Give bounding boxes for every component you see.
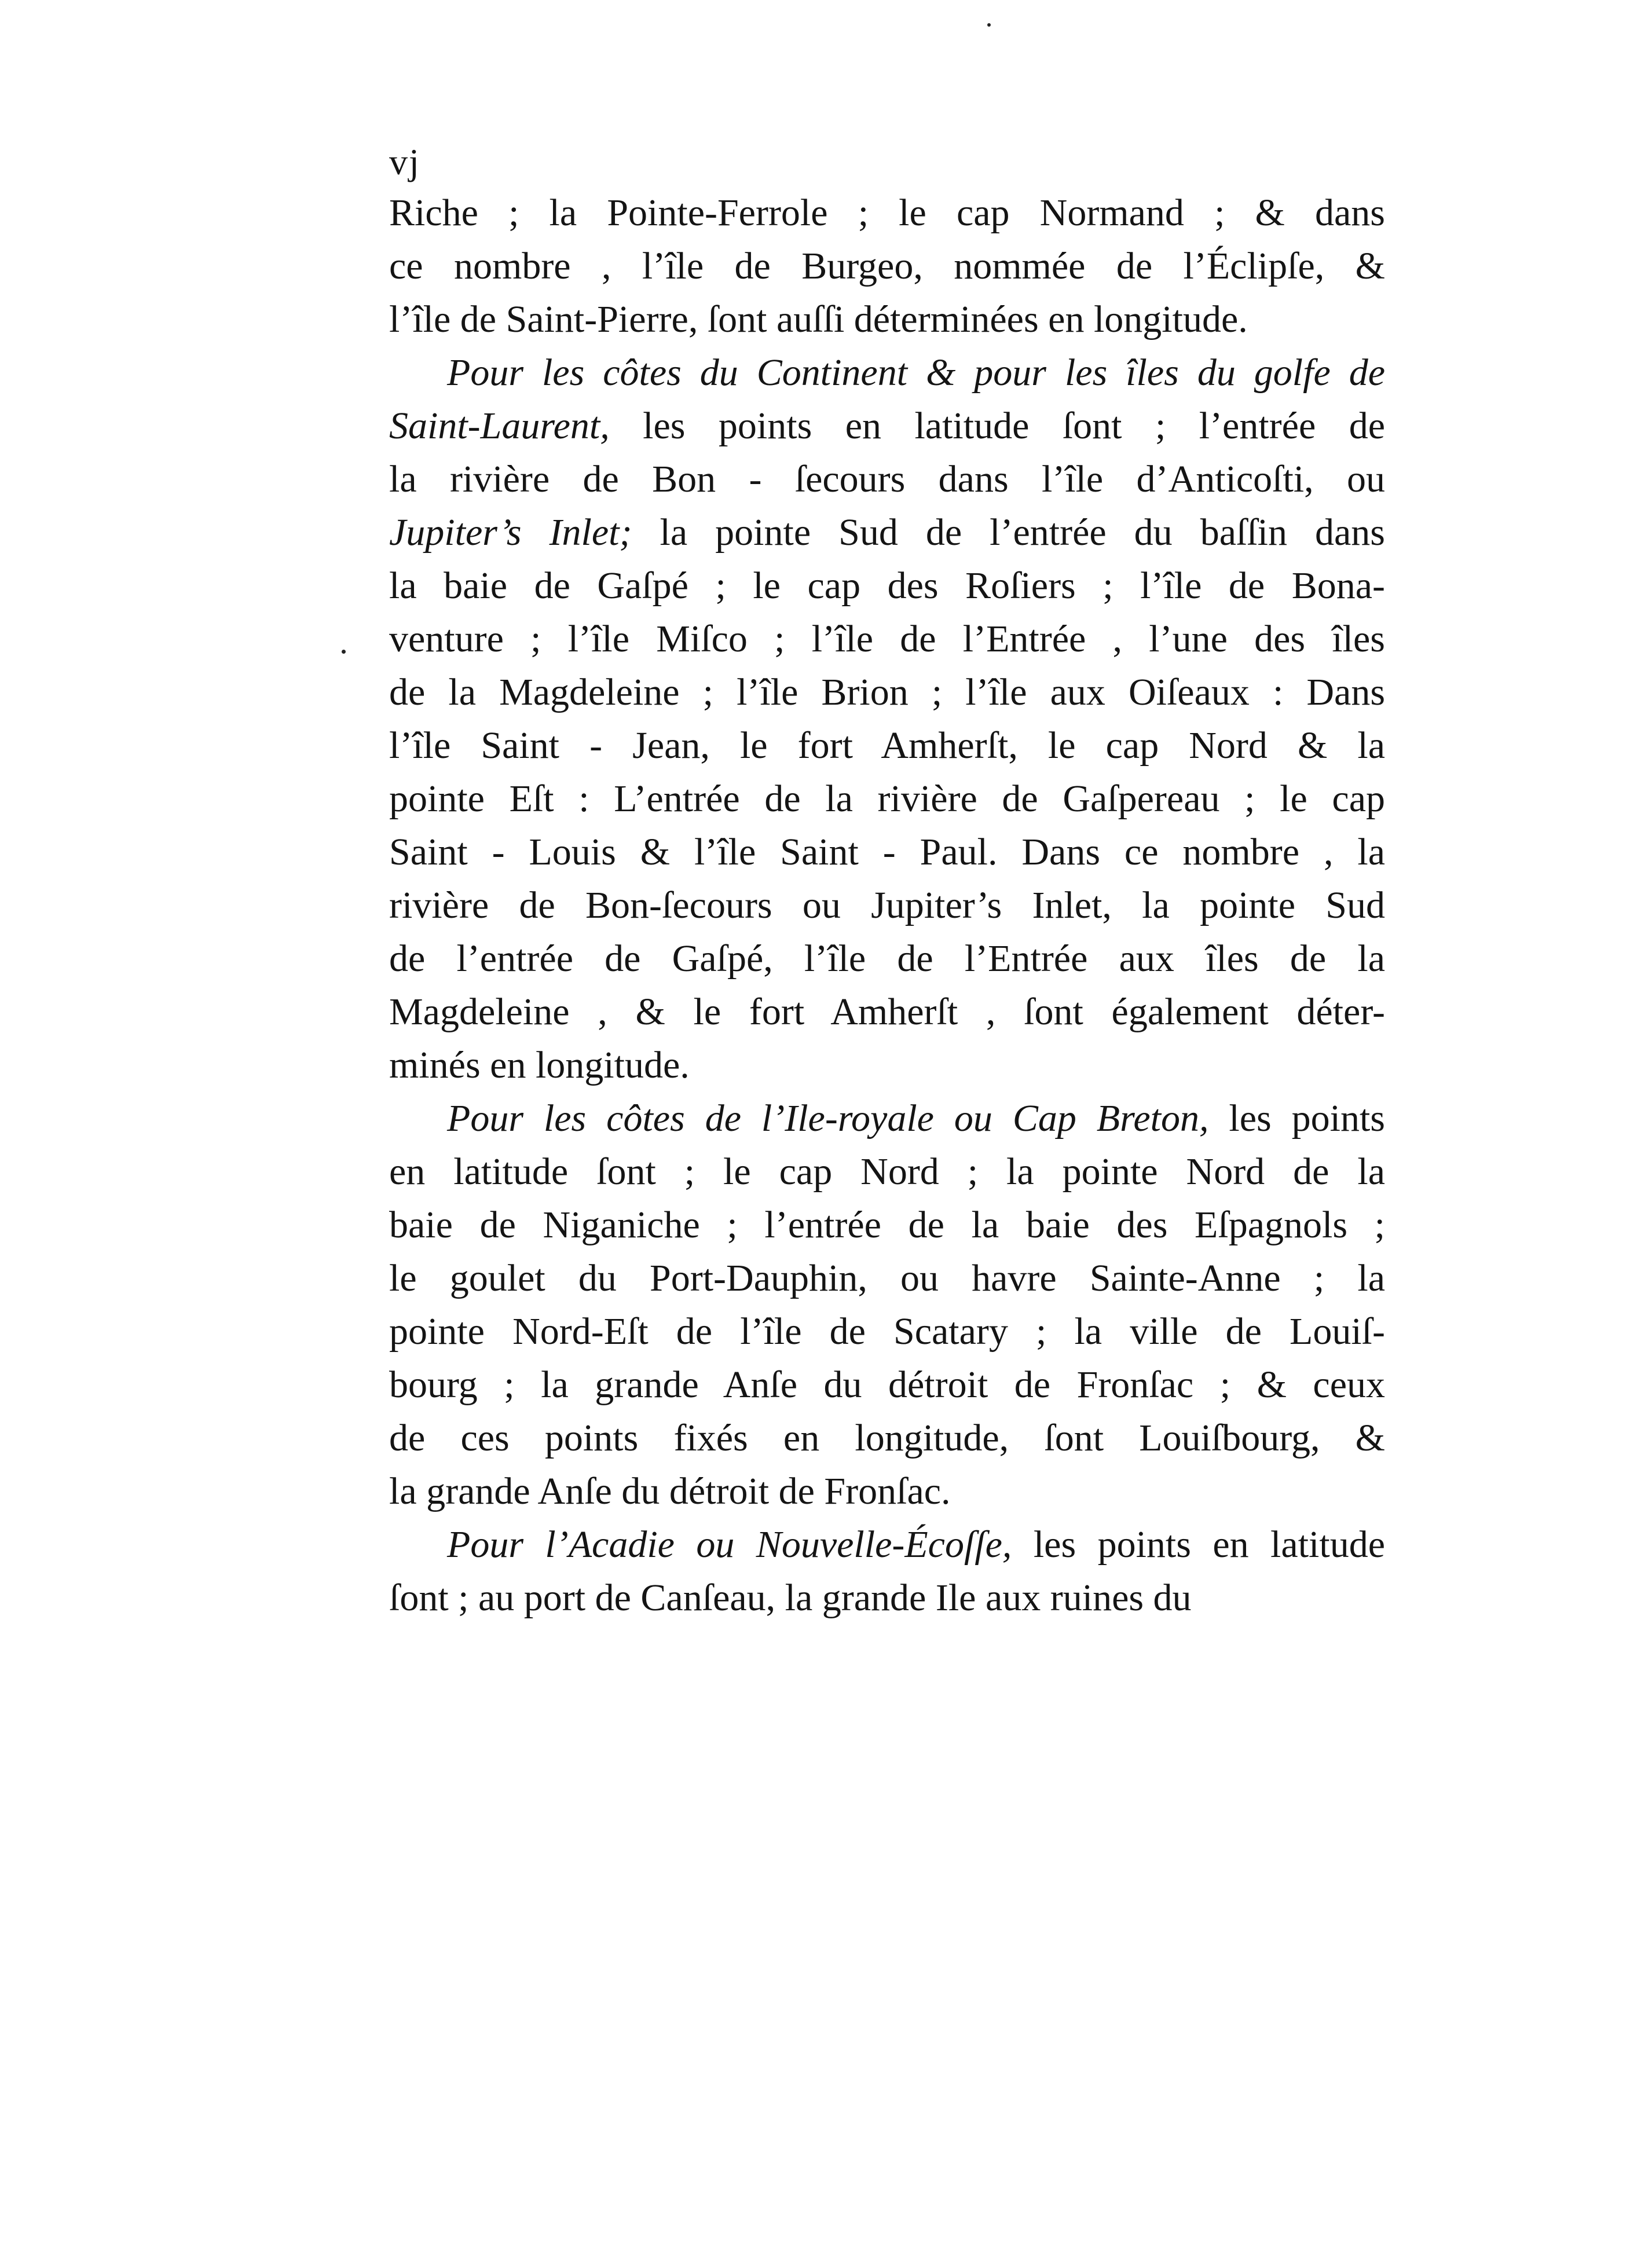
line-text: le goulet du Port-Dauphin, ou havre Sainte-Anne ; la xyxy=(389,1257,1385,1299)
line-text: les points en latitude ſont ; l’entrée de xyxy=(609,405,1385,447)
italic-text: Pour les côtes du Continent & pour les îles du golfe de xyxy=(447,351,1385,394)
line-text: la pointe Sud de l’entrée du baſſin dans xyxy=(632,511,1385,554)
text-line xyxy=(389,559,1385,613)
line-text: ſont ; au port de Canſeau, la grande Ile aux ruines du xyxy=(389,1577,1192,1619)
italic-text: Pour les côtes de l’Ile-royale ou Cap Breton, xyxy=(447,1097,1209,1140)
text-line xyxy=(389,240,1385,293)
text-line xyxy=(389,1412,1385,1465)
ink-speck xyxy=(987,23,991,27)
text-line xyxy=(389,506,1385,559)
line-text: la baie de Gaſpé ; le cap des Roſiers ; l’île de Bona- xyxy=(389,565,1385,607)
line-text: les points en latitude xyxy=(1012,1523,1385,1566)
line-text: minés en longitude. xyxy=(389,1044,690,1086)
line-text: les points xyxy=(1208,1097,1385,1140)
line-text: l’île Saint - Jean, le fort Amherſt, le cap Nord & la xyxy=(389,724,1385,767)
line-text: baie de Niganiche ; l’entrée de la baie des Eſpagnols ; xyxy=(389,1204,1385,1246)
italic-text: Saint-Laurent, xyxy=(389,405,610,447)
italic-text: Pour l’Acadie ou Nouvelle-Écoſſe, xyxy=(447,1523,1012,1566)
paragraph xyxy=(389,186,1385,346)
text-line xyxy=(389,772,1385,826)
line-text: en latitude ſont ; le cap Nord ; la pointe Nord de la xyxy=(389,1151,1385,1193)
text-line xyxy=(389,1305,1385,1358)
text-line xyxy=(389,1092,1385,1145)
line-text: venture ; l’île Miſco ; l’île de l’Entrée , l’une des îles xyxy=(389,618,1385,660)
text-line xyxy=(389,879,1385,932)
text-line xyxy=(389,400,1385,453)
line-text: Riche ; la Pointe-Ferrole ; le cap Normand ; & dans xyxy=(389,192,1385,234)
paragraph xyxy=(389,1092,1385,1518)
line-text: pointe Eſt : L’entrée de la rivière de Gaſpereau ; le cap xyxy=(389,778,1385,820)
italic-text: Jupiter’s Inlet; xyxy=(389,511,632,554)
line-text: pointe Nord-Eſt de l’île de Scatary ; la ville de Louiſ- xyxy=(389,1310,1385,1353)
line-text: de la Magdeleine ; l’île Brion ; l’île aux Oiſeaux : Dans xyxy=(389,671,1385,713)
text-line xyxy=(389,613,1385,666)
line-text: la grande Anſe du détroit de Fronſac. xyxy=(389,1470,951,1512)
text-line xyxy=(389,1145,1385,1199)
text-line xyxy=(389,293,1385,346)
text-line xyxy=(389,1518,1385,1571)
text-line xyxy=(389,985,1385,1039)
page-number: vj xyxy=(389,141,420,182)
line-text: ce nombre , l’île de Burgeo, nommée de l’Éclipſe, & xyxy=(389,245,1385,287)
text-line xyxy=(389,826,1385,879)
text-line xyxy=(389,1571,1385,1625)
text-line xyxy=(389,1252,1385,1305)
text-line xyxy=(389,453,1385,506)
line-text: l’île de Saint-Pierre, ſont auſſi déterminées en longitude. xyxy=(389,298,1248,340)
line-text: Magdeleine , & le fort Amherſt , ſont également déter- xyxy=(389,991,1385,1033)
text-line xyxy=(389,1039,1385,1092)
body-text xyxy=(389,186,1385,1625)
line-text: rivière de Bon-ſecours ou Jupiter’s Inlet, la pointe Sud xyxy=(389,884,1385,926)
line-text: la rivière de Bon - ſecours dans l’île d’Anticoſti, ou xyxy=(389,458,1385,500)
text-line xyxy=(389,186,1385,240)
line-text: de ces points fixés en longitude, ſont Louiſbourg, & xyxy=(389,1417,1385,1459)
line-text: bourg ; la grande Anſe du détroit de Fronſac ; & ceux xyxy=(389,1364,1385,1406)
paragraph xyxy=(389,1518,1385,1625)
text-line xyxy=(389,719,1385,772)
line-text: Saint - Louis & l’île Saint - Paul. Dans ce nombre , la xyxy=(389,831,1385,873)
text-line xyxy=(389,1465,1385,1518)
text-line xyxy=(389,666,1385,719)
text-line xyxy=(389,932,1385,985)
text-line xyxy=(389,346,1385,400)
ink-speck xyxy=(342,650,346,654)
paragraph xyxy=(389,346,1385,1092)
text-line xyxy=(389,1358,1385,1412)
text-line xyxy=(389,1199,1385,1252)
line-text: de l’entrée de Gaſpé, l’île de l’Entrée aux îles de la xyxy=(389,937,1385,980)
